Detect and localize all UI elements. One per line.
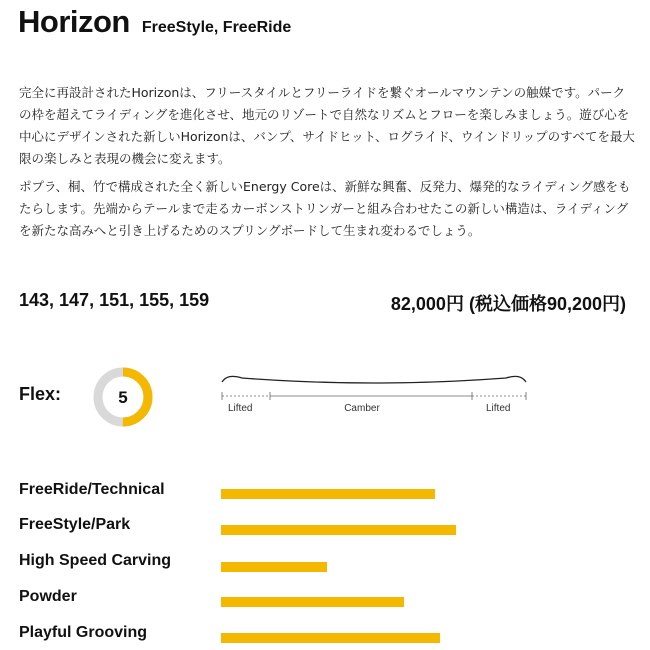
flex-label: Flex: xyxy=(19,384,62,404)
page-title: Horizon xyxy=(18,4,130,39)
rating-label-high-speed-carving: High Speed Carving xyxy=(19,552,172,569)
page-subtitle: FreeStyle, FreeRide xyxy=(141,19,292,36)
rating-label-playful-grooving: Playful Grooving xyxy=(19,624,148,641)
board-profile-line xyxy=(222,376,526,383)
rating-bar-freeride-technical xyxy=(221,489,435,499)
profile-label-lifted-left: Lifted xyxy=(228,403,253,414)
rating-label-powder: Powder xyxy=(19,588,77,605)
flex-gauge xyxy=(92,366,154,428)
rating-bar-powder xyxy=(221,597,404,607)
rating-bar-playful-grooving xyxy=(221,633,440,643)
description-paragraph-2: ポプラ、桐、竹で構成された全く新しいEnergy Coreは、新鮮な興奮、反発力、爆発的なライディング感をもたらします。先端からテールまで走るカーボンストリンガーと組み合わせたこの新しい構造は、ライディングを新たな高みへと引き上げるためのスプリングボードして生まれ変わるでしょう。 xyxy=(19,179,631,238)
rating-label-freestyle-park: FreeStyle/Park xyxy=(19,516,131,533)
rating-label-freeride-technical: FreeRide/Technical xyxy=(19,481,165,498)
description-paragraph-1: 完全に再設計されたHorizonは、フリースタイルとフリーライドを繋ぐオールマウンテンの触媒です。パークの枠を超えてライディングを進化させ、地元のリゾートで自然なリズムとフローを楽しみましょう。遊び心を中心にデザインされた新しいHorizonは、バンプ、サイドヒット、ログライド、ウインドリップのすべてを最大限の楽しみと表現の機会に変えます。 xyxy=(19,85,635,166)
profile-label-lifted-right: Lifted xyxy=(486,403,511,414)
profile-label-camber: Camber xyxy=(344,403,380,414)
price: 82,000円 (税込価格90,200円) xyxy=(390,294,626,314)
flex-value: 5 xyxy=(118,388,128,407)
sizes-list: 143, 147, 151, 155, 159 xyxy=(19,290,210,310)
header xyxy=(18,4,291,40)
camber-profile-diagram xyxy=(220,372,528,422)
rating-bar-high-speed-carving xyxy=(221,562,327,572)
rating-bar-freestyle-park xyxy=(221,525,456,535)
